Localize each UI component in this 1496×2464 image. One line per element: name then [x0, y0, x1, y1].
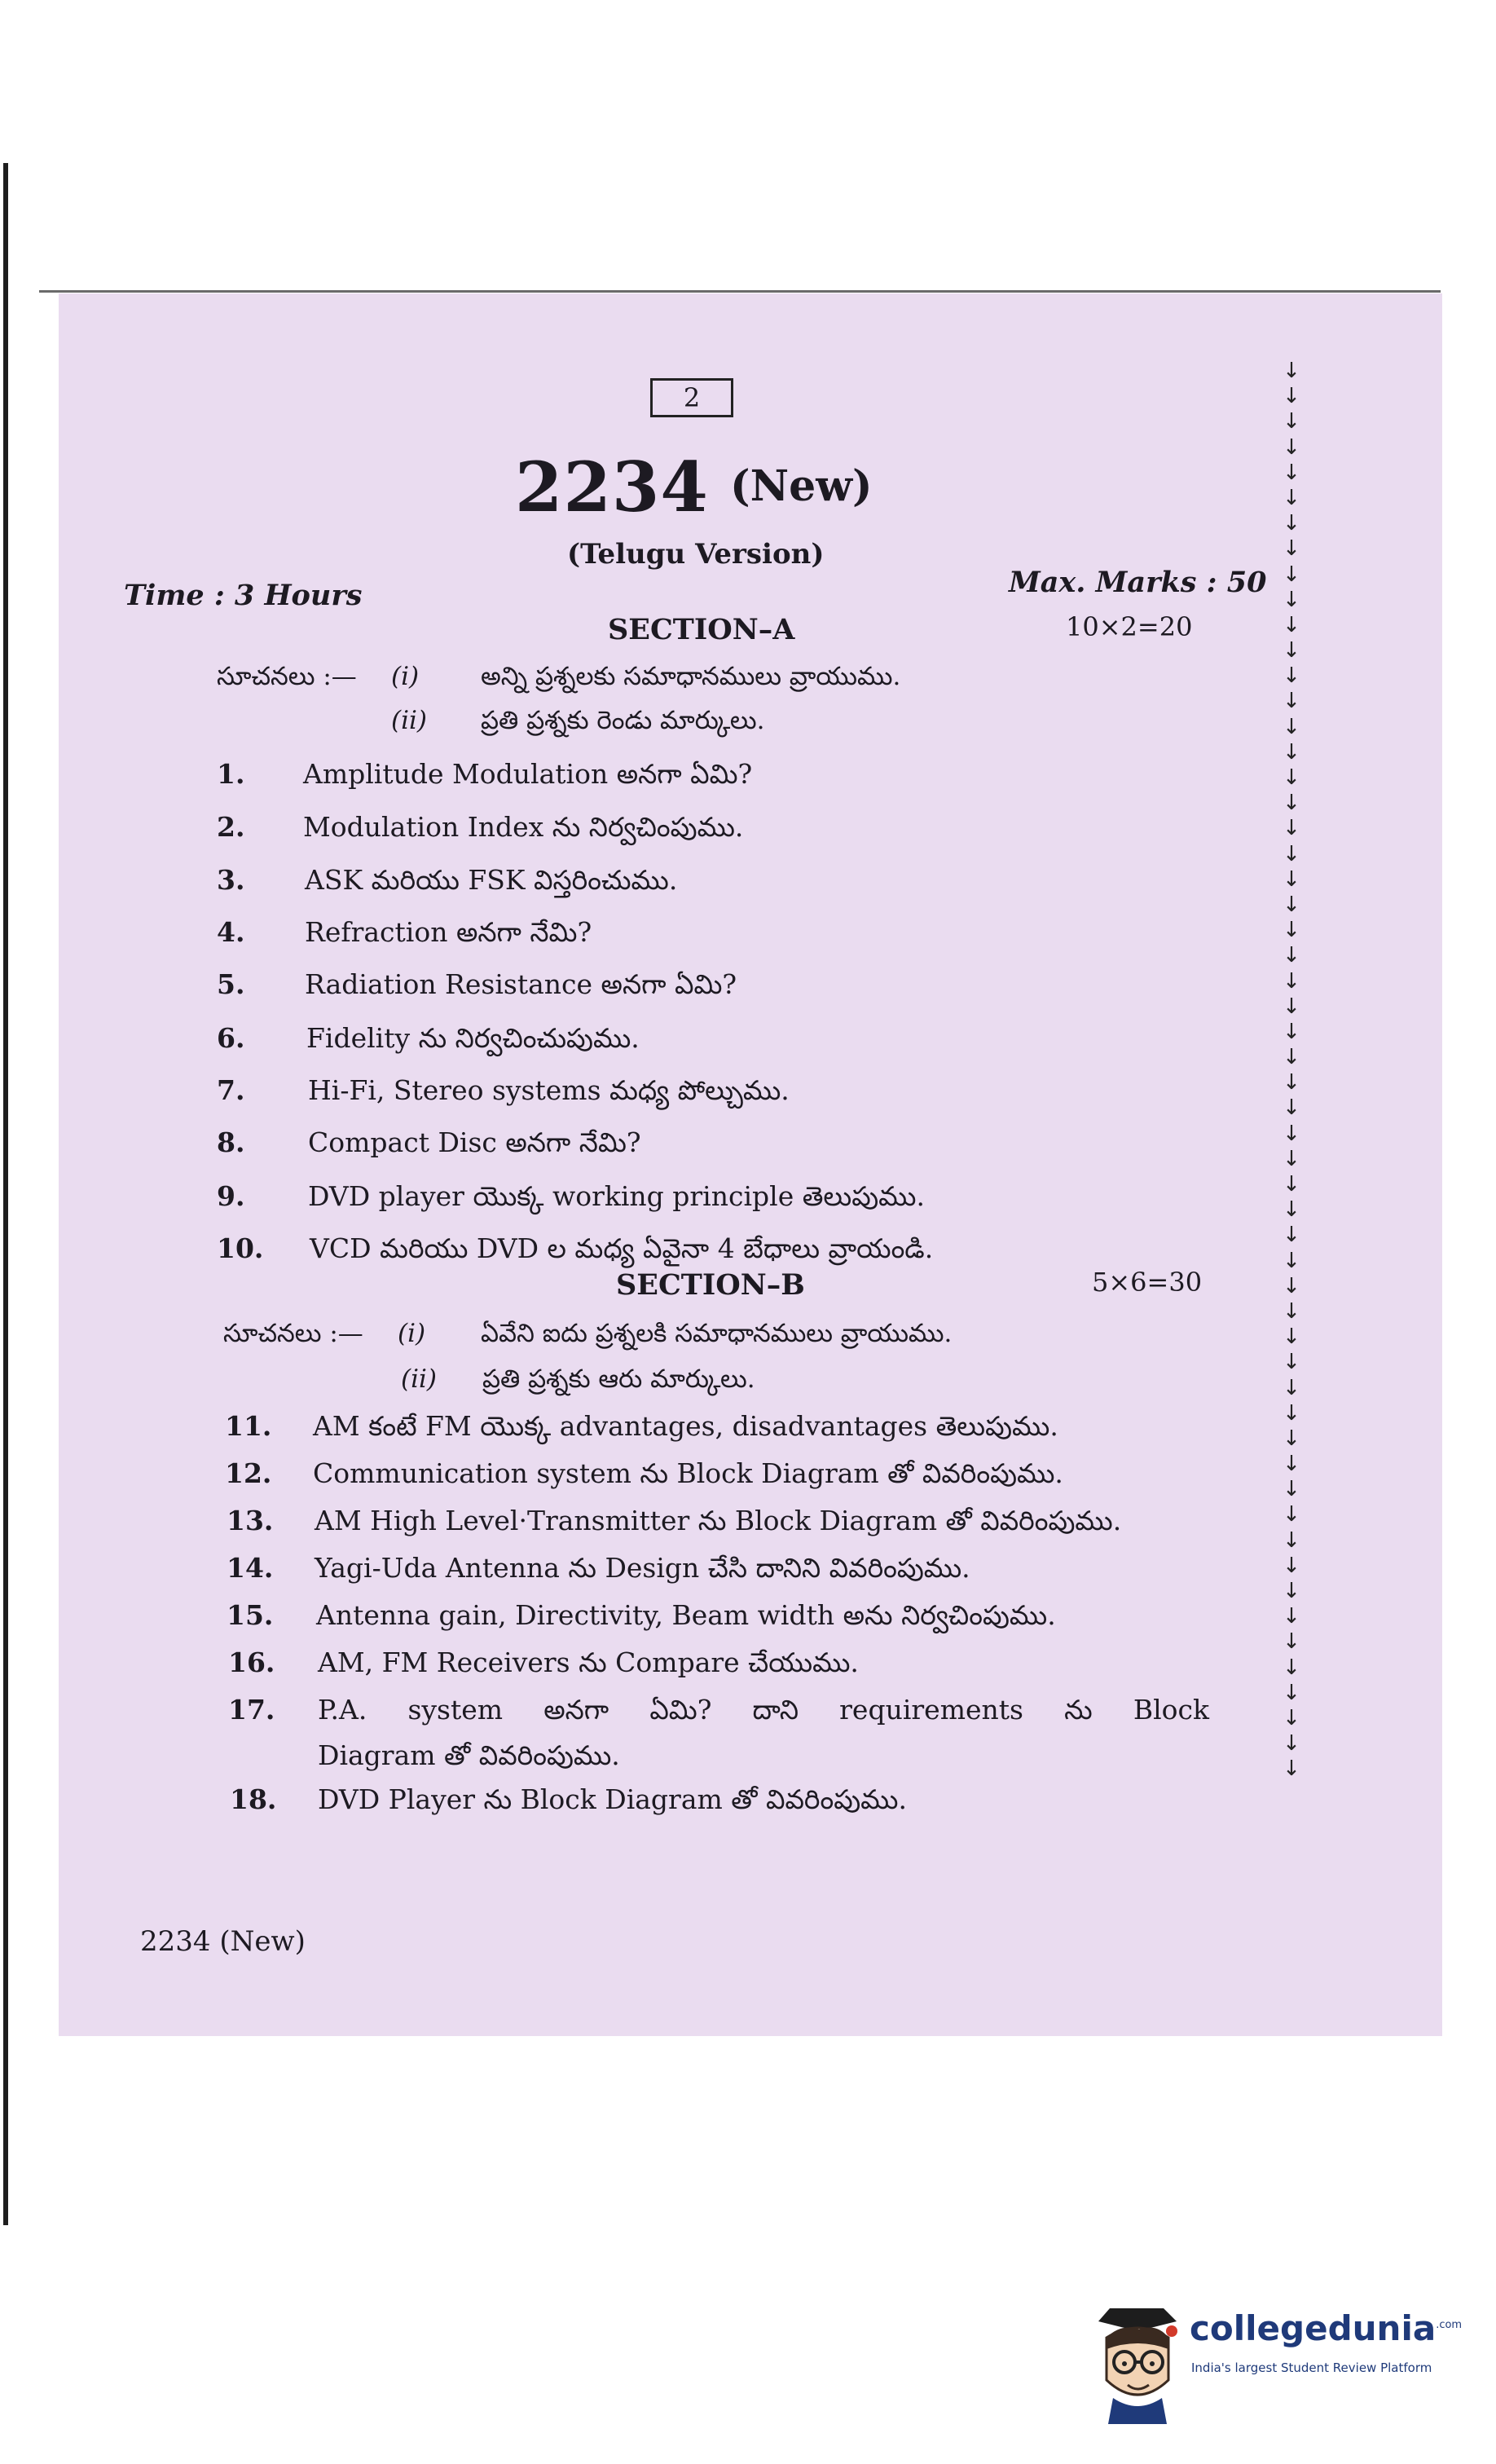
margin-arrow-icon: ↓	[1283, 1019, 1300, 1044]
margin-arrow-column	[1279, 359, 1304, 1783]
mascot-icon	[1089, 2302, 1185, 2424]
margin-arrow-icon: ↓	[1283, 511, 1300, 536]
margin-arrow-icon: ↓	[1283, 1248, 1300, 1273]
section-b-marks: 5×6=30	[1092, 1267, 1203, 1298]
question-text: AM High Level·Transmitter ను Block Diagram తో వివరింపుము.	[315, 1505, 1122, 1536]
section-b-instruction-text: ప్రతి ప్రశ్నకు ఆరు మార్కులు.	[482, 1364, 755, 1394]
margin-arrow-icon: ↓	[1283, 1579, 1300, 1603]
question-number: 5.	[217, 968, 245, 1000]
max-marks: Max. Marks : 50	[1009, 566, 1267, 599]
question-number: 13.	[227, 1505, 274, 1536]
margin-arrow-icon: ↓	[1283, 1350, 1300, 1375]
margin-arrow-icon: ↓	[1283, 663, 1300, 689]
page-number-box: 2	[650, 378, 733, 417]
margin-arrow-icon: ↓	[1283, 1553, 1300, 1578]
paper-version: (Telugu Version)	[567, 538, 825, 571]
margin-arrow-icon: ↓	[1283, 612, 1300, 637]
margin-arrow-icon: ↓	[1283, 1502, 1300, 1527]
collegedunia-logo	[1089, 2302, 1480, 2424]
margin-arrow-icon: ↓	[1283, 460, 1300, 485]
margin-arrow-icon: ↓	[1283, 1146, 1300, 1171]
margin-arrow-icon: ↓	[1283, 892, 1300, 917]
question-number: 6.	[217, 1022, 245, 1054]
margin-arrow-icon: ↓	[1283, 1477, 1300, 1502]
margin-arrow-icon: ↓	[1283, 791, 1300, 816]
logo-wordmark: collegedunia$^{.com}$	[1190, 2308, 1463, 2348]
margin-arrow-icon: ↓	[1283, 384, 1300, 409]
margin-arrow-icon: ↓	[1283, 816, 1300, 841]
margin-arrow-icon: ↓	[1283, 714, 1300, 739]
section-a-instruction-text: అన్ని ప్రశ్నలకు సమాధానములు వ్రాయుము.	[481, 662, 901, 691]
margin-arrow-icon: ↓	[1283, 1298, 1300, 1324]
question-text: Radiation Resistance అనగా ఏమి?	[305, 968, 737, 1000]
margin-arrow-icon: ↓	[1283, 994, 1300, 1019]
margin-arrow-icon: ↓	[1283, 1731, 1300, 1757]
margin-arrow-icon: ↓	[1283, 1045, 1300, 1070]
question-text: VCD మరియు DVD ల మధ్య ఏవైనా 4 బేధాలు వ్రాయండి.	[310, 1232, 934, 1264]
margin-arrow-icon: ↓	[1283, 841, 1300, 866]
question-number: 12.	[225, 1457, 272, 1489]
margin-arrow-icon: ↓	[1283, 562, 1300, 587]
question-text: Yagi-Uda Antenna ను Design చేసి దానిని వివరింపుము.	[315, 1552, 970, 1584]
question-text: AM, FM Receivers ను Compare చేయుము.	[318, 1646, 859, 1678]
margin-arrow-icon: ↓	[1283, 866, 1300, 892]
question-text-continuation: Diagram తో వివరింపుము.	[318, 1739, 620, 1771]
margin-arrow-icon: ↓	[1283, 1070, 1300, 1095]
margin-arrow-icon: ↓	[1283, 1426, 1300, 1451]
question-number: 2.	[217, 811, 245, 843]
question-text: Compact Disc అనగా నేమి?	[308, 1126, 641, 1158]
margin-arrow-icon: ↓	[1283, 1629, 1300, 1655]
question-text: Hi-Fi, Stereo systems మధ్య పోల్చుము.	[308, 1074, 790, 1106]
question-text: Antenna gain, Directivity, Beam width అను నిర్వచింపుము.	[316, 1599, 1056, 1631]
question-text: Amplitude Modulation అనగా ఏమి?	[303, 758, 753, 790]
margin-arrow-icon: ↓	[1283, 485, 1300, 510]
margin-arrow-icon: ↓	[1283, 968, 1300, 994]
margin-arrow-icon: ↓	[1283, 1172, 1300, 1197]
footer-paper-code: 2234 (New)	[140, 1925, 306, 1958]
margin-arrow-icon: ↓	[1283, 765, 1300, 790]
margin-arrow-icon: ↓	[1283, 739, 1300, 765]
question-number: 18.	[230, 1783, 277, 1815]
question-text: ASK మరియు FSK విస్తరించుము.	[305, 864, 678, 896]
question-text: Modulation Index ను నిర్వచింపుము.	[303, 811, 744, 843]
section-a-instruction-text: ప్రతి ప్రశ్నకు రెండు మార్కులు.	[481, 706, 765, 735]
paper-top-edge	[39, 290, 1441, 293]
margin-arrow-icon: ↓	[1283, 1680, 1300, 1705]
question-text: Communication system ను Block Diagram తో వివరింపుము.	[313, 1457, 1063, 1489]
question-number: 14.	[227, 1552, 274, 1584]
margin-arrow-icon: ↓	[1283, 689, 1300, 714]
question-number: 10.	[217, 1232, 264, 1264]
margin-arrow-icon: ↓	[1283, 1757, 1300, 1782]
margin-arrow-icon: ↓	[1283, 1095, 1300, 1121]
question-text: DVD Player ను Block Diagram తో వివరింపుము.	[318, 1783, 907, 1815]
section-b-title: SECTION–B	[616, 1268, 805, 1302]
margin-arrow-icon: ↓	[1283, 1604, 1300, 1629]
question-number: 3.	[217, 864, 245, 896]
section-a-instruction-roman: (ii)	[391, 706, 428, 735]
question-number: 8.	[217, 1126, 245, 1158]
question-number: 17.	[228, 1694, 275, 1726]
margin-arrow-icon: ↓	[1283, 409, 1300, 434]
question-number: 15.	[227, 1599, 274, 1631]
exam-time: Time : 3 Hours	[124, 579, 363, 612]
logo-tagline: India's largest Student Review Platform	[1191, 2360, 1432, 2375]
question-text: AM కంటే FM యొక్క advantages, disadvantages తెలుపుము.	[313, 1410, 1058, 1442]
margin-arrow-icon: ↓	[1283, 1655, 1300, 1680]
section-b-instructions-label: సూచనలు :—	[223, 1319, 363, 1348]
margin-arrow-icon: ↓	[1283, 1452, 1300, 1477]
section-b-instruction-text: ఏవేని ఐదు ప్రశ్నలకి సమాధానములు వ్రాయుము.	[481, 1319, 953, 1348]
margin-arrow-icon: ↓	[1283, 1325, 1300, 1350]
margin-arrow-icon: ↓	[1283, 536, 1300, 562]
question-number: 4.	[217, 916, 245, 948]
margin-arrow-icon: ↓	[1283, 918, 1300, 943]
margin-arrow-icon: ↓	[1283, 434, 1300, 460]
question-text: Refraction అనగా నేమి?	[305, 916, 592, 948]
section-a-marks: 10×2=20	[1066, 611, 1193, 642]
paper-code-suffix: (New)	[730, 461, 873, 511]
question-number: 9.	[217, 1180, 245, 1212]
margin-arrow-icon: ↓	[1283, 359, 1300, 383]
question-number: 1.	[217, 758, 245, 790]
margin-arrow-icon: ↓	[1283, 1223, 1300, 1248]
question-text: P.A. system అనగా ఏమి? దాని requirements ను Block	[318, 1694, 1209, 1726]
margin-arrow-icon: ↓	[1283, 1121, 1300, 1146]
section-a-instructions-label: సూచనలు :—	[217, 662, 357, 691]
question-number: 7.	[217, 1074, 245, 1106]
question-number: 11.	[225, 1410, 272, 1442]
margin-arrow-icon: ↓	[1283, 638, 1300, 663]
margin-arrow-icon: ↓	[1283, 1527, 1300, 1553]
question-text: DVD player యొక్క working principle తెలుపుము.	[308, 1180, 925, 1212]
scan-edge-rule	[3, 163, 8, 2225]
margin-arrow-icon: ↓	[1283, 1273, 1300, 1298]
question-text: Fidelity ను నిర్వచించుపుము.	[306, 1022, 640, 1054]
margin-arrow-icon: ↓	[1283, 1705, 1300, 1730]
margin-arrow-icon: ↓	[1283, 587, 1300, 612]
paper-code: 2234	[515, 447, 709, 527]
section-a-title: SECTION–A	[608, 613, 795, 646]
question-number: 16.	[228, 1646, 275, 1678]
section-a-instruction-roman: (i)	[391, 662, 420, 691]
margin-arrow-icon: ↓	[1283, 943, 1300, 968]
margin-arrow-icon: ↓	[1283, 1375, 1300, 1400]
margin-arrow-icon: ↓	[1283, 1400, 1300, 1426]
section-b-instruction-roman: (ii)	[401, 1364, 438, 1394]
section-b-instruction-roman: (i)	[398, 1319, 426, 1348]
margin-arrow-icon: ↓	[1283, 1197, 1300, 1223]
